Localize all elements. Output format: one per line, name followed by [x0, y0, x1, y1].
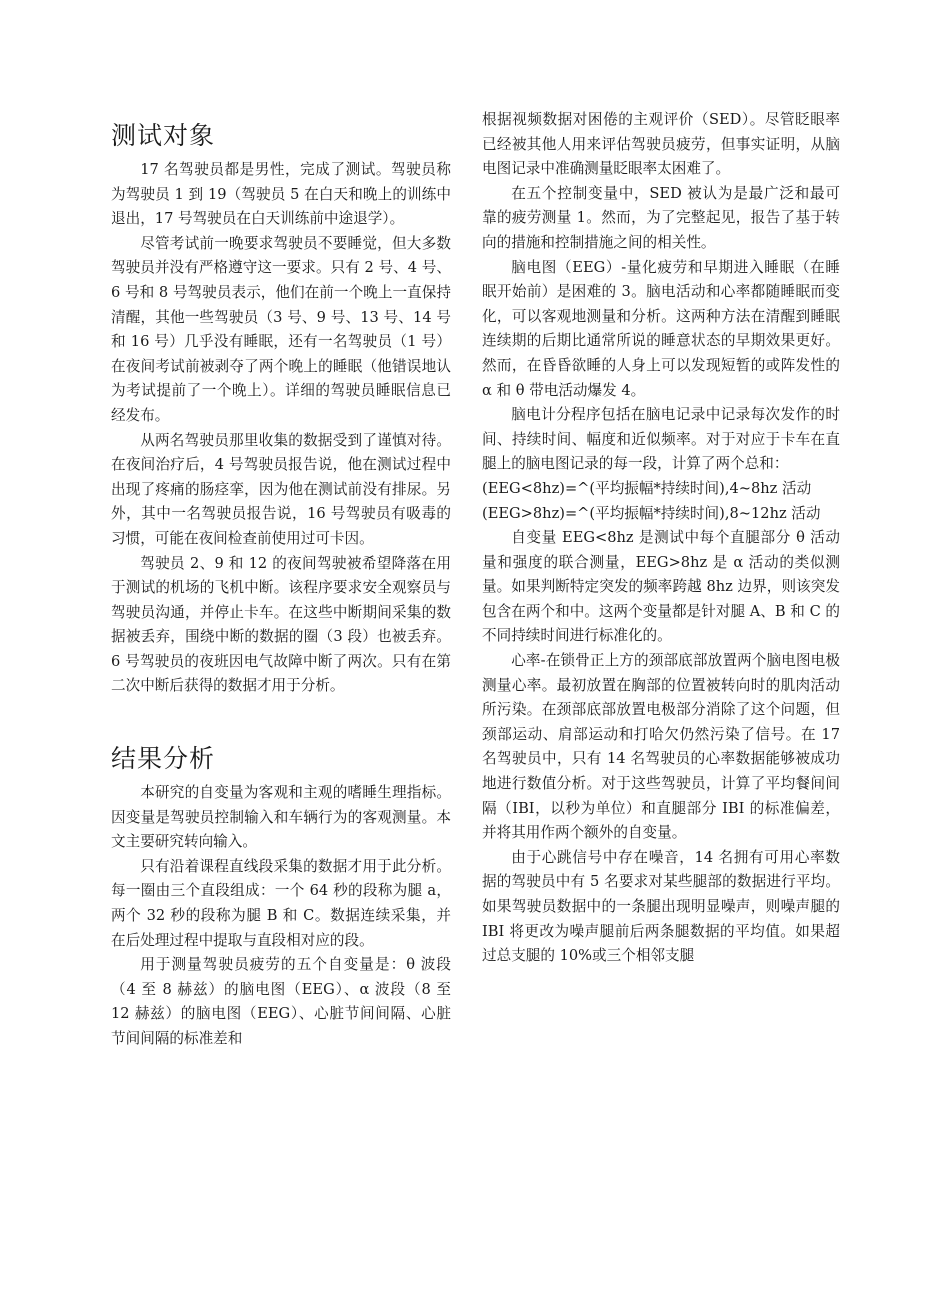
- paragraph: 在五个控制变量中，SED 被认为是最广泛和最可靠的疲劳测量 1。然而，为了完整起见，报告了基于转向的措施和控制措施之间的相关性。: [482, 184, 840, 251]
- equation-eeg-above-8hz: (EEG>8hz)=^(平均振幅*持续时间),8~12hz 活动: [482, 504, 821, 522]
- paragraph: 从两名驾驶员那里收集的数据受到了谨慎对待。在夜间治疗后，4 号驾驶员报告说，他在测试过程中出现了疼痛的肠痉挛，因为他在测试前没有排尿。另外，其中一名驾驶员报告说，16 号驾驶员有吸毒的习惯，可能在夜间检查前使用过可卡因。: [111, 431, 451, 547]
- left-column: [111, 108, 451, 1052]
- paragraph: 脑电图（EEG）-量化疲劳和早期进入睡眠（在睡眠开始前）是困难的 3。脑电活动和心率都随睡眠而变化，可以客观地测量和分析。这两种方法在清醒到睡眠连续期的后期比通常所说的睡意状态的早期效果更好。然而，在昏昏欲睡的人身上可以发现短暂的或阵发性的 α 和 θ 带电活动爆发 4。: [482, 258, 840, 399]
- paragraph: 由于心跳信号中存在噪音，14 名拥有可用心率数据的驾驶员中有 5 名要求对某些腿部的数据进行平均。如果驾驶员数据中的一条腿出现明显噪声，则噪声腿的 IBI 将更改为噪声腿前后两条腿数据的平均值。如果超过总支腿的 10%或三个相邻支腿: [482, 848, 840, 965]
- paragraph: 用于测量驾驶员疲劳的五个自变量是：θ 波段（4 至 8 赫兹）的脑电图（EEG）、α 波段（8 至 12 赫兹）的脑电图（EEG）、心脏节间间隔、心脏节间间隔的标准差和: [111, 956, 451, 1047]
- paragraph: 尽管考试前一晚要求驾驶员不要睡觉，但大多数驾驶员并没有严格遵守这一要求。只有 2 号、4 号、6 号和 8 号驾驶员表示，他们在前一个晚上一直保持清醒，其他一些驾驶员（3 号、9 号、13 号、14 号和 16 号）几乎没有睡眠，还有一名驾驶员（1 号）在夜间考试前被剥夺了两个晚上的睡眠（他错误地认为考试提前了一个晚上）。详细的驾驶员睡眠信息已经发布。: [111, 234, 451, 424]
- section-heading-results-analysis: 结果分析: [111, 744, 216, 774]
- right-column: [482, 108, 840, 969]
- paragraph: 17 名驾驶员都是男性，完成了测试。驾驶员称为驾驶员 1 到 19（驾驶员 5 在白天和晚上的训练中退出，17 号驾驶员在白天训练前中途退学）。: [111, 161, 451, 228]
- equation-eeg-below-8hz: (EEG<8hz)=^(平均振幅*持续时间),4~8hz 活动: [482, 479, 812, 497]
- paragraph: 本研究的自变量为客观和主观的嗜睡生理指标。因变量是驾驶员控制输入和车辆行为的客观测量。本文主要研究转向输入。: [111, 784, 451, 851]
- section-gap: [111, 699, 451, 725]
- paragraph: 心率-在锁骨正上方的颈部底部放置两个脑电图电极测量心率。最初放置在胸部的位置被转向时的肌肉活动所污染。在颈部底部放置电极部分消除了这个问题，但颈部运动、肩部运动和打哈欠仍然污染了信号。在 17 名驾驶员中，只有 14 名驾驶员的心率数据能够被成功地进行数值分析。对于这些驾驶员，计算了平均餐间间隔（IBI，以秒为单位）和直腿部分 IBI 的标准偏差，并将其用作两个额外的自变量。: [482, 652, 840, 842]
- section-heading-test-subjects: 测试对象: [111, 121, 216, 150]
- paragraph: 脑电计分程序包括在脑电记录中记录每次发作的时间、持续时间、幅度和近似频率。对于对应于卡车在直腿上的脑电图记录的每一段，计算了两个总和：: [482, 406, 840, 473]
- paragraph: 驾驶员 2、9 和 12 的夜间驾驶被希望降落在用于测试的机场的飞机中断。该程序要求安全观察员与驾驶员沟通，并停止卡车。在这些中断期间采集的数据被丢弃，围绕中断的数据的圈（3 段）也被丢弃。6 号驾驶员的夜班因电气故障中断了两次。只有在第二次中断后获得的数据才用于分析。: [111, 554, 451, 695]
- paragraph: 根据视频数据对困倦的主观评价（SED）。尽管眨眼率已经被其他人用来评估驾驶员疲劳，但事实证明，从脑电图记录中准确测量眨眼率太困难了。: [482, 111, 840, 178]
- paragraph: 自变量 EEG<8hz 是测试中每个直腿部分 θ 活动量和强度的联合测量，EEG>8hz 是 α 活动的类似测量。如果判断特定突发的频率跨越 8hz 边界，则该突发包含在两个和中。这两个变量都是针对腿 A、B 和 C 的不同持续时间进行标准化的。: [482, 529, 840, 645]
- paragraph: 只有沿着课程直线段采集的数据才用于此分析。每一圈由三个直段组成：一个 64 秒的段称为腿 a，两个 32 秒的段称为腿 B 和 C。数据连续采集，并在后处理过程中提取与直段相对应的段。: [111, 857, 451, 949]
